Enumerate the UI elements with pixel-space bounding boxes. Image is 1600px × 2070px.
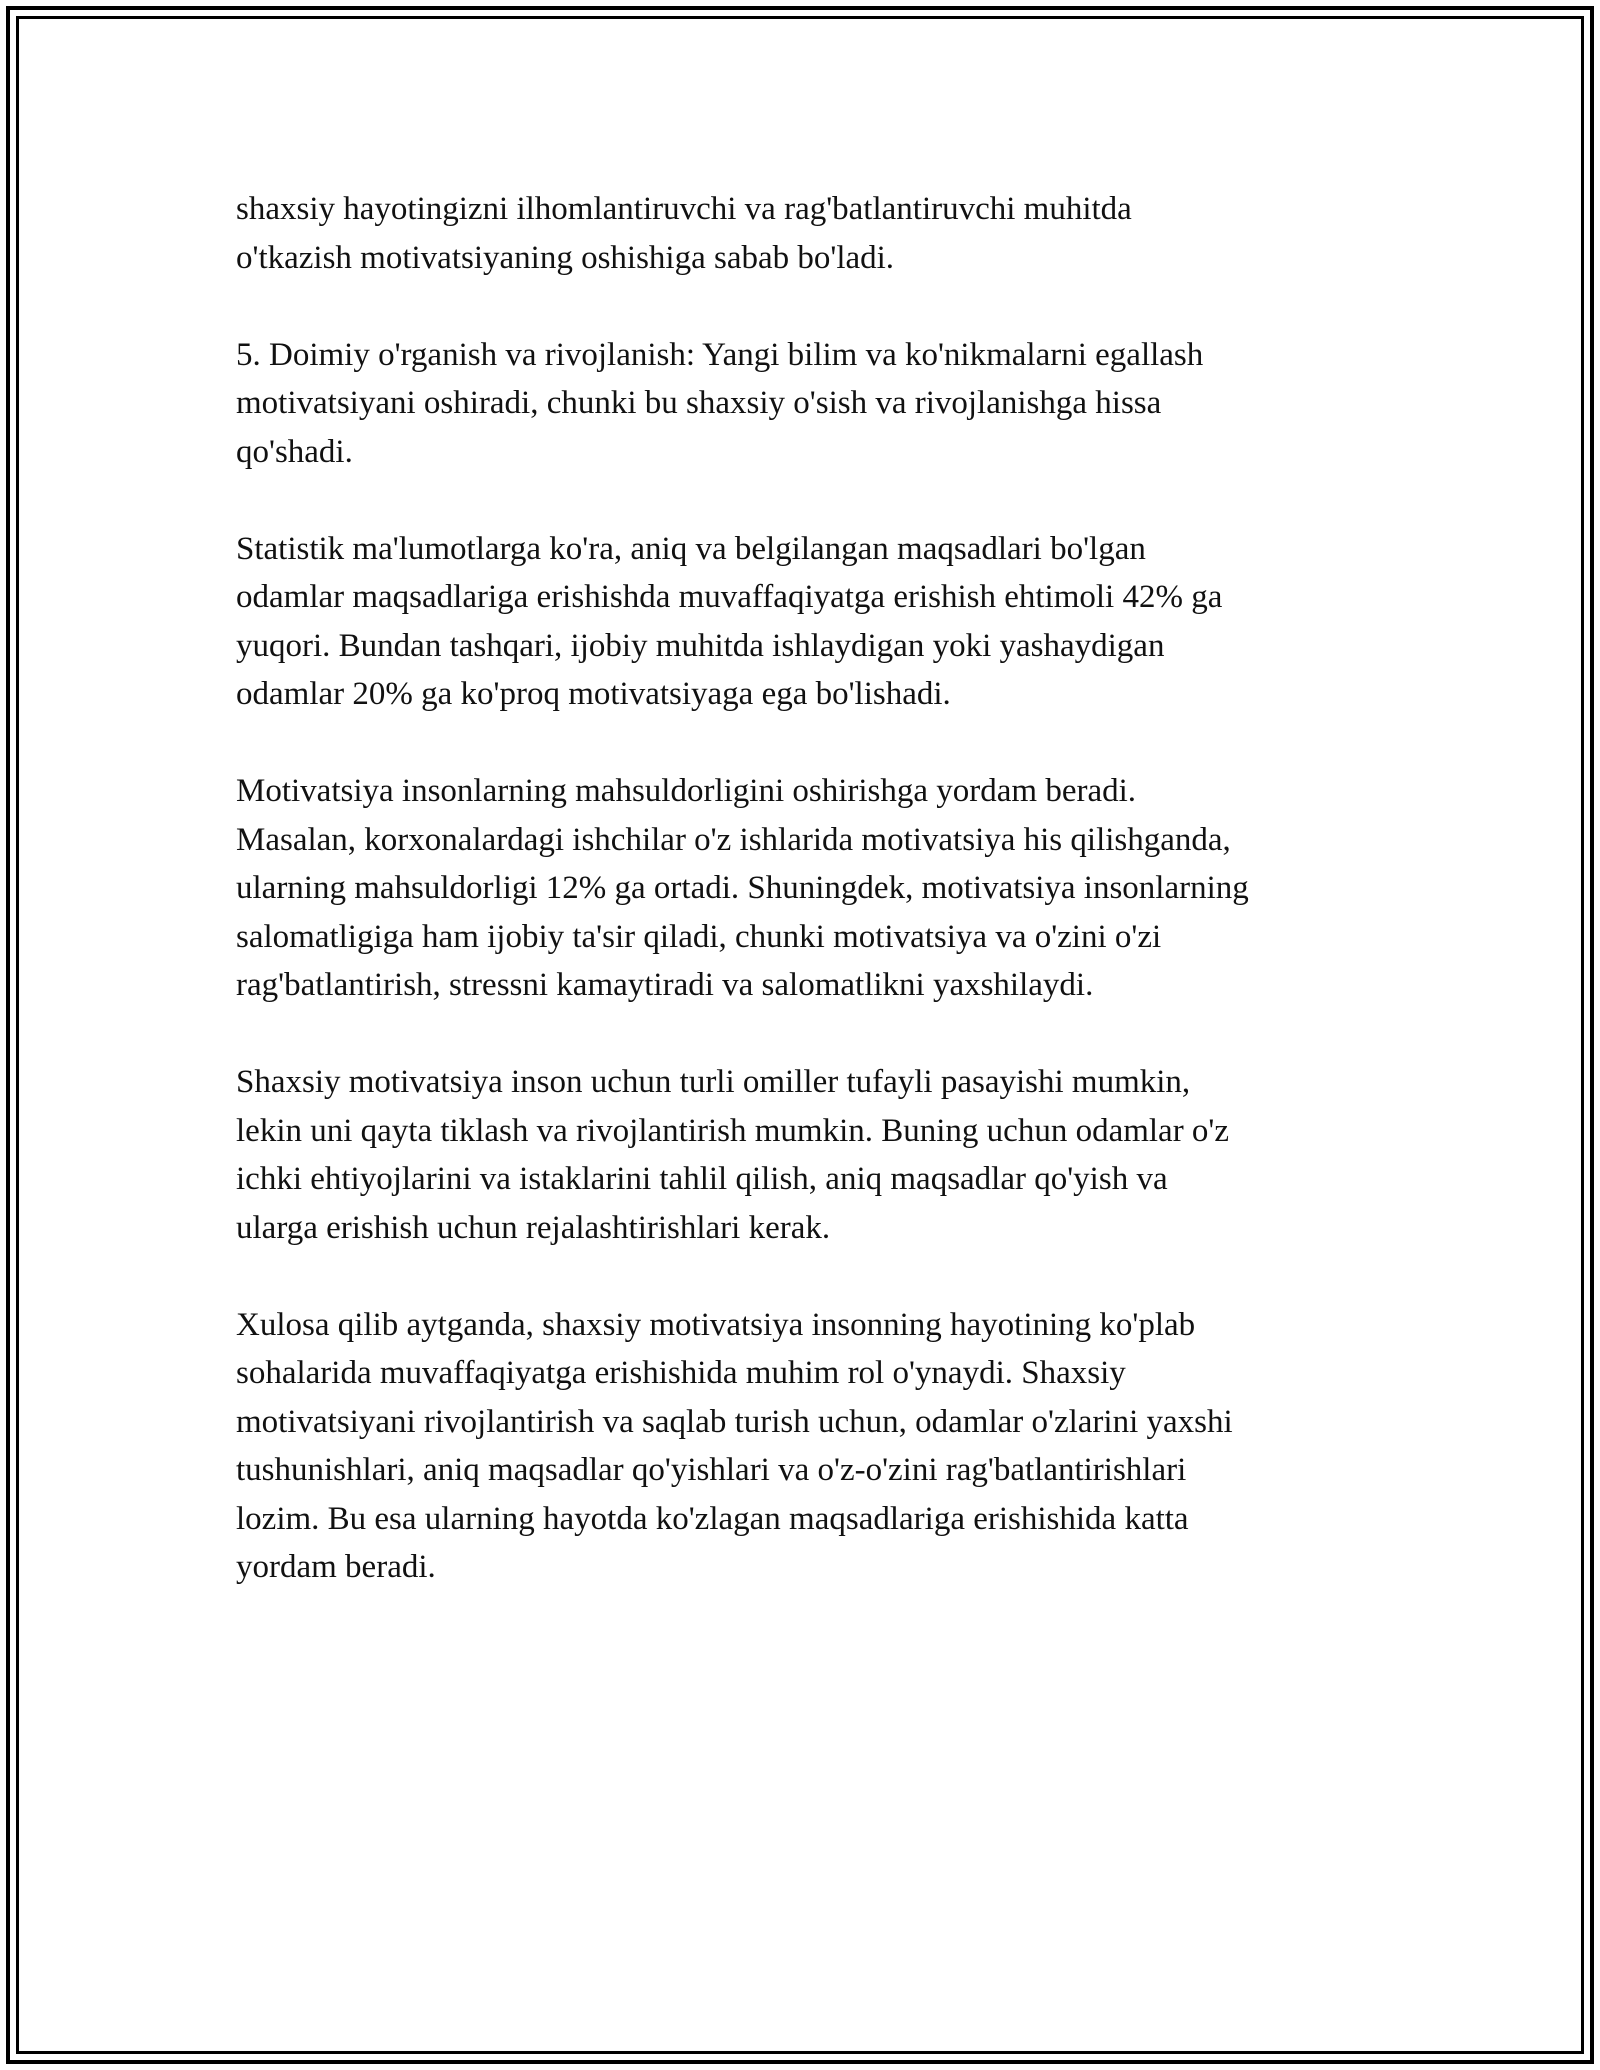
paragraph-conclusion: Xulosa qilib aytganda, shaxsiy motivatsiya insonning hayotining ko'plab sohalarida muvaffaqiyatga erishishida muhim rol o'ynaydi. Shaxsiy motivatsiyani rivojlantirish va saqlab turish uchun, odamlar o'zlarini yaxshi tushunishlari, aniq maqsadlar qo'yishlari va o'z-o'zini rag'batlantirishlari lozim. Bu esa ularning hayotda ko'zlagan maqsadlariga erishishida katta yordam beradi.: [236, 1306, 1233, 1585]
paragraph-environment-continuation: shaxsiy hayotingizni ilhomlantiruvchi va rag'batlantiruvchi muhitda o'tkazish motivatsiyaning oshishiga sabab bo'ladi.: [236, 191, 1132, 276]
paragraph-continuous-learning: 5. Doimiy o'rganish va rivojlanish: Yangi bilim va ko'nikmalarni egallash motivatsiyani oshiradi, chunki bu shaxsiy o'sish va rivojlanishga hissa qo'shadi.: [236, 336, 1204, 470]
paragraph-restoring-motivation: Shaxsiy motivatsiya inson uchun turli omiller tufayli pasayishi mumkin, lekin uni qayta tiklash va rivojlantirish mumkin. Buning uchun odamlar o'z ichki ehtiyojlarini va istaklarini tahlil qilish, aniq maqsadlar qo'yish va ularga erishish uchun rejalashtirishlari kerak.: [236, 1064, 1230, 1246]
document-body: [236, 185, 1376, 1640]
paragraph-statistics: Statistik ma'lumotlarga ko'ra, aniq va belgilangan maqsadlari bo'lgan odamlar maqsadlariga erishishda muvaffaqiyatga erishish ehtimoli 42% ga yuqori. Bundan tashqari, ijobiy muhitda ishlaydigan yoki yashaydigan odamlar 20% ga ko'proq motivatsiyaga ega bo'lishadi.: [236, 530, 1223, 712]
paragraph-productivity: Motivatsiya insonlarning mahsuldorligini oshirishga yordam beradi. Masalan, korxonalardagi ishchilar o'z ishlarida motivatsiya his qilishganda, ularning mahsuldorligi 12% ga ortadi. Shuningdek, motivatsiya insonlarning salomatligiga ham ijobiy ta'sir qiladi, chunki motivatsiya va o'zini o'zi rag'batlantirish, stressni kamaytiradi va salomatlikni yaxshilaydi.: [236, 773, 1249, 1003]
